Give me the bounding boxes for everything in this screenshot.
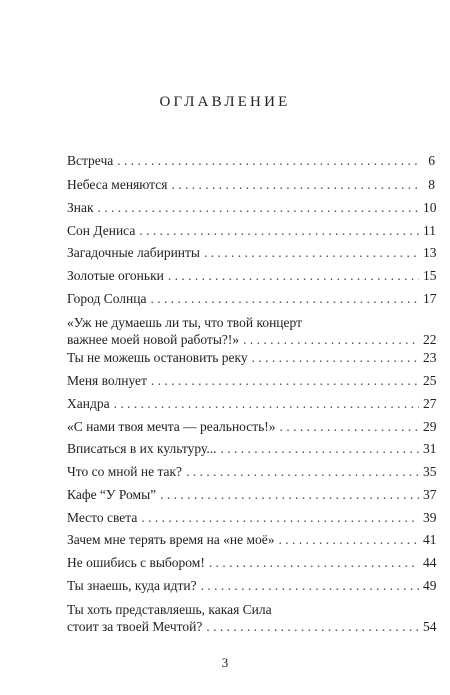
toc-entry-page: 15 — [423, 268, 437, 283]
toc-entry-page: 31 — [423, 441, 437, 456]
toc-entry-title: Хандра — [67, 396, 110, 411]
dot-leader — [220, 441, 419, 457]
toc-entry-title: Золотые огоньки — [67, 268, 164, 283]
toc-entry-title: Ты знаешь, куда идти? — [67, 578, 197, 593]
dot-leader — [206, 619, 419, 635]
toc-entry-page: 23 — [423, 350, 437, 365]
toc-entry-title: важнее моей новой работы?!» — [67, 332, 240, 347]
toc-entry[interactable] — [67, 350, 435, 366]
toc-entry-title: Загадочные лабиринты — [67, 245, 200, 260]
dot-leader — [252, 350, 419, 366]
toc-entry[interactable] — [67, 441, 435, 457]
toc-entry-title: Вписаться в их культуру... — [67, 441, 217, 456]
toc-entry[interactable] — [67, 223, 435, 239]
toc-entry-page: 27 — [423, 396, 437, 411]
toc-entry[interactable] — [67, 373, 435, 389]
toc-entry-title: Не ошибись с выбором! — [67, 555, 205, 570]
dot-leader — [209, 555, 419, 571]
toc-entry-page: 13 — [423, 245, 437, 260]
toc-entry-title: Кафе “У Ромы” — [67, 487, 157, 502]
toc-entry-page: 37 — [423, 487, 437, 502]
dot-leader — [280, 419, 419, 435]
page-number: 3 — [221, 655, 229, 670]
toc-entry-title-line: Ты хоть представляешь, какая Сила — [67, 602, 272, 617]
toc-entry[interactable] — [67, 245, 435, 261]
toc-entry[interactable] — [67, 510, 435, 526]
toc-entry[interactable] — [67, 578, 435, 594]
toc-entry-title: Город Солнца — [67, 291, 147, 306]
toc-entry-page: 17 — [423, 291, 437, 306]
toc-entry-page: 35 — [423, 464, 437, 479]
toc-entry-title: Сон Дениса — [67, 223, 136, 238]
dot-leader — [139, 223, 419, 239]
toc-entry-page: 25 — [423, 373, 437, 388]
toc-entry-page: 29 — [423, 419, 437, 434]
toc-entry[interactable] — [67, 200, 435, 216]
toc-entry-title: Ты не можешь остановить реку — [67, 350, 248, 365]
toc-entry-page: 8 — [428, 177, 435, 192]
dot-leader — [151, 373, 419, 389]
toc-entry-page: 41 — [423, 532, 437, 547]
dot-leader — [160, 487, 419, 503]
toc-entry-title: Что со мной не так? — [67, 464, 183, 479]
toc-entry-page: 39 — [423, 510, 437, 525]
toc-entry[interactable] — [67, 600, 435, 635]
dot-leader — [150, 291, 419, 307]
dot-leader — [279, 532, 419, 548]
toc-entry[interactable] — [67, 487, 435, 503]
toc-entry-title: Знак — [67, 200, 94, 215]
dot-leader — [98, 200, 419, 216]
toc-entry-page: 22 — [423, 332, 437, 347]
toc-entry[interactable] — [67, 153, 435, 169]
toc-entry-title-line: «Уж не думаешь ли ты, что твой концерт — [67, 315, 302, 330]
dot-leader — [243, 332, 419, 348]
dot-leader — [117, 153, 419, 169]
toc-entry[interactable] — [67, 419, 435, 435]
toc-entry[interactable] — [67, 177, 435, 193]
toc-entry-page: 54 — [423, 619, 437, 634]
toc-entry-page: 49 — [423, 578, 437, 593]
toc-entry-title: Меня волнует — [67, 373, 147, 388]
dot-leader — [186, 464, 419, 480]
toc-entry[interactable] — [67, 464, 435, 480]
toc-entry-title: Зачем мне терять время на «не моё» — [67, 532, 275, 547]
toc-entry-title: Место света — [67, 510, 138, 525]
toc-entry-page: 44 — [423, 555, 437, 570]
dot-leader — [168, 268, 419, 284]
toc-entry-title: стоит за твоей Мечтой? — [67, 619, 203, 634]
toc-entry[interactable] — [67, 396, 435, 412]
toc-title: ОГЛАВЛЕНИЕ — [159, 94, 291, 110]
toc-entry-page: 11 — [423, 223, 436, 238]
dot-leader — [141, 510, 419, 526]
toc-entry[interactable] — [67, 555, 435, 571]
toc-entry-page: 10 — [423, 200, 437, 215]
toc-entry-title: Встреча — [67, 153, 114, 168]
toc-entry[interactable] — [67, 313, 435, 348]
toc-entry-page: 6 — [428, 153, 435, 168]
dot-leader — [171, 177, 419, 193]
toc-entry-title: Небеса меняются — [67, 177, 168, 192]
toc-entry-title: «С нами твоя мечта — реальность!» — [67, 419, 276, 434]
dot-leader — [201, 578, 419, 594]
dot-leader — [114, 396, 419, 412]
dot-leader — [204, 245, 419, 261]
toc-entry[interactable] — [67, 268, 435, 284]
toc-entry[interactable] — [67, 532, 435, 548]
toc-entry[interactable] — [67, 291, 435, 307]
